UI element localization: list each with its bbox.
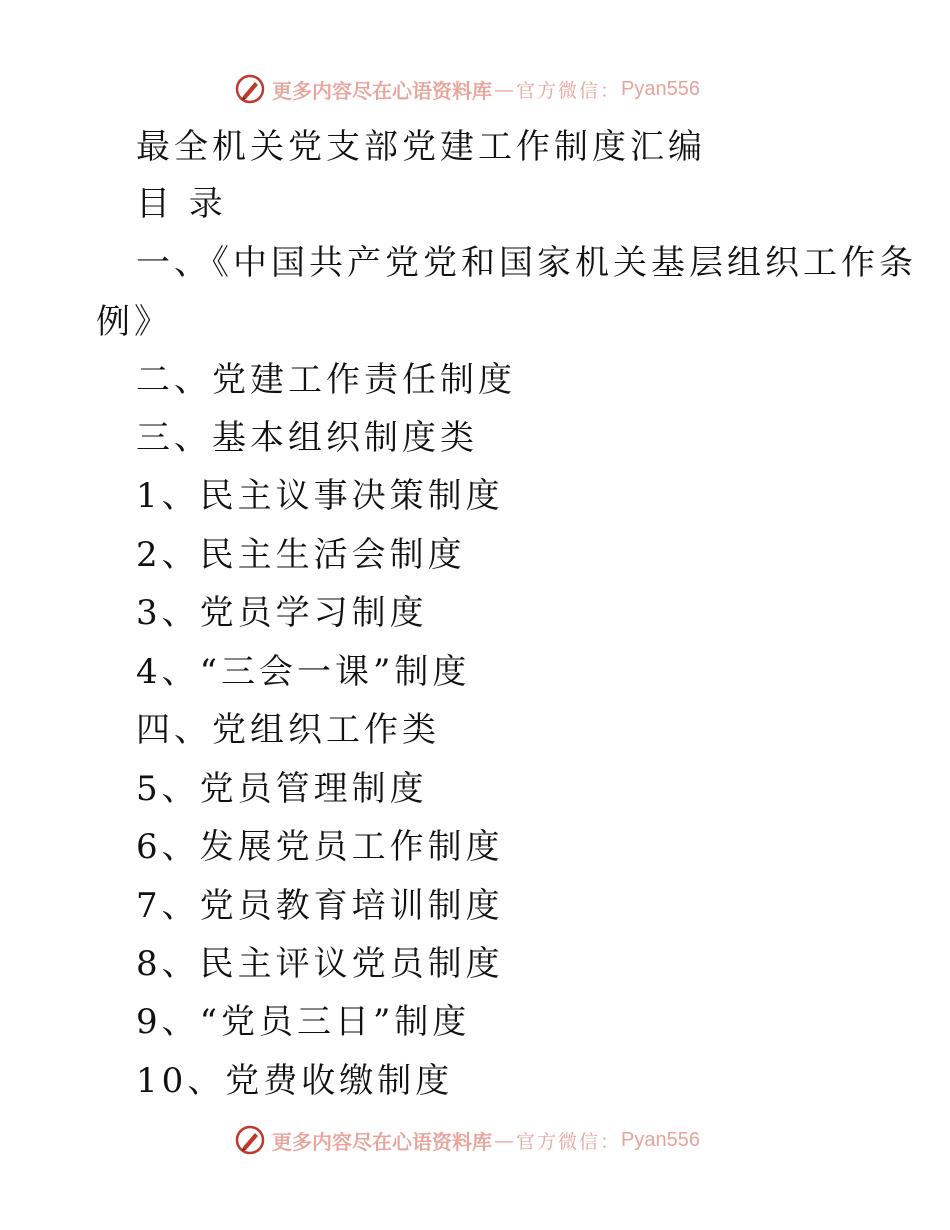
banner-main-text: 更多内容尽在心语资料库 [272,78,492,103]
toc-entry: 9、“党员三日”制度 [136,1002,471,1042]
toc-heading: 目 录 [136,184,227,224]
banner-dash: — [494,77,514,101]
banner-wechat-label: 官方微信： [516,1130,622,1153]
banner-wechat-id: Pyan556 [621,77,700,100]
toc-entry: 二、党建工作责任制度 [136,360,516,400]
banner-wechat-label: 官方微信： [516,79,622,102]
banner-wechat-id: Pyan556 [621,1128,700,1151]
toc-entry: 5、党员管理制度 [136,769,428,809]
toc-entry: 1、民主议事决策制度 [136,476,504,516]
toc-entry: 8、民主评议党员制度 [136,944,504,984]
toc-entry: 4、“三会一课”制度 [136,652,471,692]
banner-dash: — [494,1128,514,1152]
toc-entry: 例》 [96,302,172,342]
toc-entry: 2、民主生活会制度 [136,535,466,575]
toc-entry: 3、党员学习制度 [136,593,428,633]
pen-logo-icon [234,73,266,105]
toc-entry: 一、《中国共产党党和国家机关基层组织工作条 [136,243,917,283]
pen-logo-icon [234,1124,266,1156]
toc-entry: 7、党员教育培训制度 [136,886,504,926]
banner-main-text: 更多内容尽在心语资料库 [272,1129,492,1154]
footer-watermark-banner [234,1122,700,1158]
toc-entry: 10、党费收缴制度 [136,1061,454,1101]
toc-entry: 四、党组织工作类 [136,710,440,750]
header-watermark-banner [234,71,700,107]
toc-entry: 6、发展党员工作制度 [136,827,504,867]
document-title: 最全机关党支部党建工作制度汇编 [136,127,706,167]
toc-entry: 三、基本组织制度类 [136,418,478,458]
